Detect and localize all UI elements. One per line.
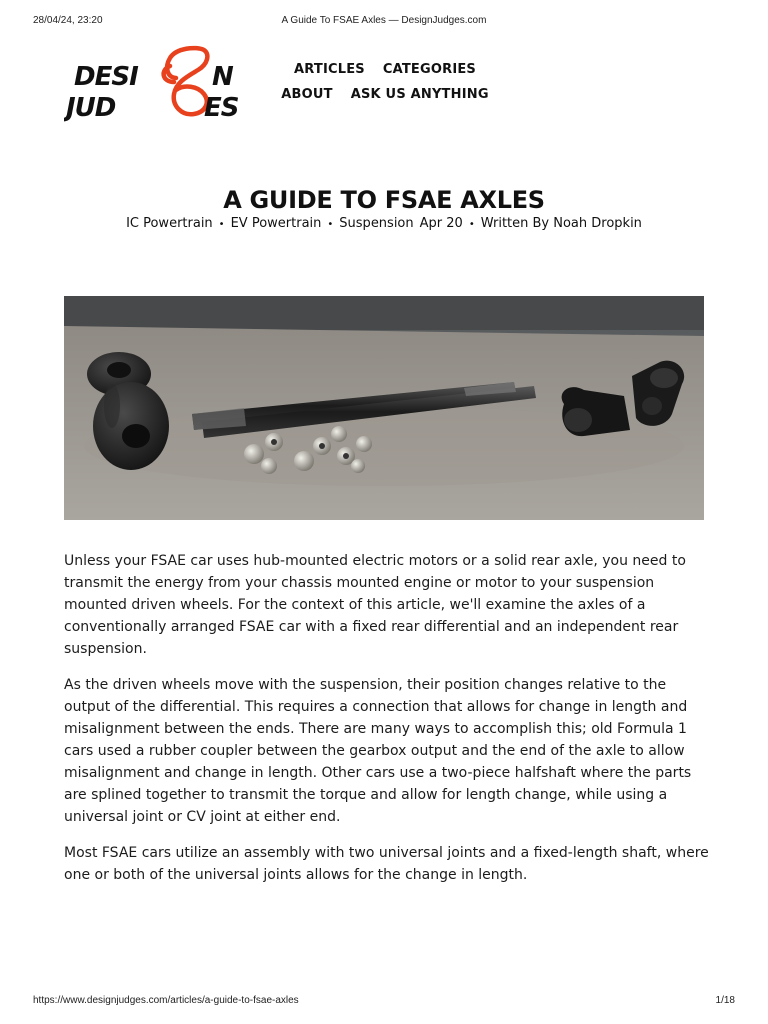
tag-ev-powertrain[interactable]: EV Powertrain xyxy=(230,216,322,231)
meta-separator: • xyxy=(327,219,334,230)
hero-image-axle-parts xyxy=(64,296,704,520)
body-paragraph: As the driven wheels move with the suspension, their position changes relative to the output of the differential. This requires a connection that allows for change in length and misalignment between the ends. There are many ways to accomplish this; old Formula 1 cars used a rubber coupler between the gearbox output and the end of the axle to allow misalignment and change in length. Other cars use a two-piece halfshaft where the parts are splined together to transmit the torque and allow for length change, while using a universal joint or CV joint at either end. xyxy=(64,677,692,825)
main-nav xyxy=(270,62,500,112)
logo-line2-left: JUD xyxy=(66,93,116,123)
nav-ask-link[interactable]: ASK US ANYTHING xyxy=(350,87,489,102)
print-page-number: 1/18 xyxy=(715,995,735,1006)
meta-separator: • xyxy=(218,219,225,230)
logo-line1-left: DESI xyxy=(74,62,138,92)
print-page-title: A Guide To FSAE Axles — DesignJudges.com xyxy=(281,15,487,26)
body-paragraph: Most FSAE cars utilize an assembly with two universal joints and a fixed-length shaft, where one or both of the universal joints allows for the change in length. xyxy=(64,845,709,883)
print-header xyxy=(0,15,768,29)
nav-row-bottom xyxy=(270,87,500,112)
designjudges-logo[interactable] xyxy=(64,44,246,124)
nav-about-link[interactable]: ABOUT xyxy=(281,87,333,102)
body-paragraph: Unless your FSAE car uses hub-mounted electric motors or a solid rear axle, you need to transmit the energy from your chassis mounted engine or motor to your suspension mounted driven wheels. For the context of this article, we'll examine the axles of a conventionally arranged FSAE car with a fixed rear differential and an independent rear suspension. xyxy=(64,553,686,657)
print-datetime: 28/04/24, 23:20 xyxy=(33,15,103,26)
nav-categories-link[interactable]: CATEGORIES xyxy=(382,62,476,77)
article-body xyxy=(64,550,714,900)
article-author: Written By Noah Dropkin xyxy=(480,216,642,231)
article-title: A GUIDE TO FSAE AXLES xyxy=(223,186,545,214)
meta-separator: • xyxy=(468,219,475,230)
logo-line2-right: ES xyxy=(204,93,239,123)
logo-swirl-icon xyxy=(164,48,208,114)
article-meta xyxy=(0,216,768,231)
nav-row-top xyxy=(270,62,500,87)
nav-articles-link[interactable]: ARTICLES xyxy=(293,62,365,77)
tag-ic-powertrain[interactable]: IC Powertrain xyxy=(126,216,213,231)
print-url: https://www.designjudges.com/articles/a-guide-to-fsae-axles xyxy=(33,995,299,1006)
article-date: Apr 20 xyxy=(419,216,463,231)
print-footer xyxy=(0,995,768,1009)
tag-suspension[interactable]: Suspension xyxy=(339,216,414,231)
logo-line1-right: N xyxy=(212,62,234,92)
